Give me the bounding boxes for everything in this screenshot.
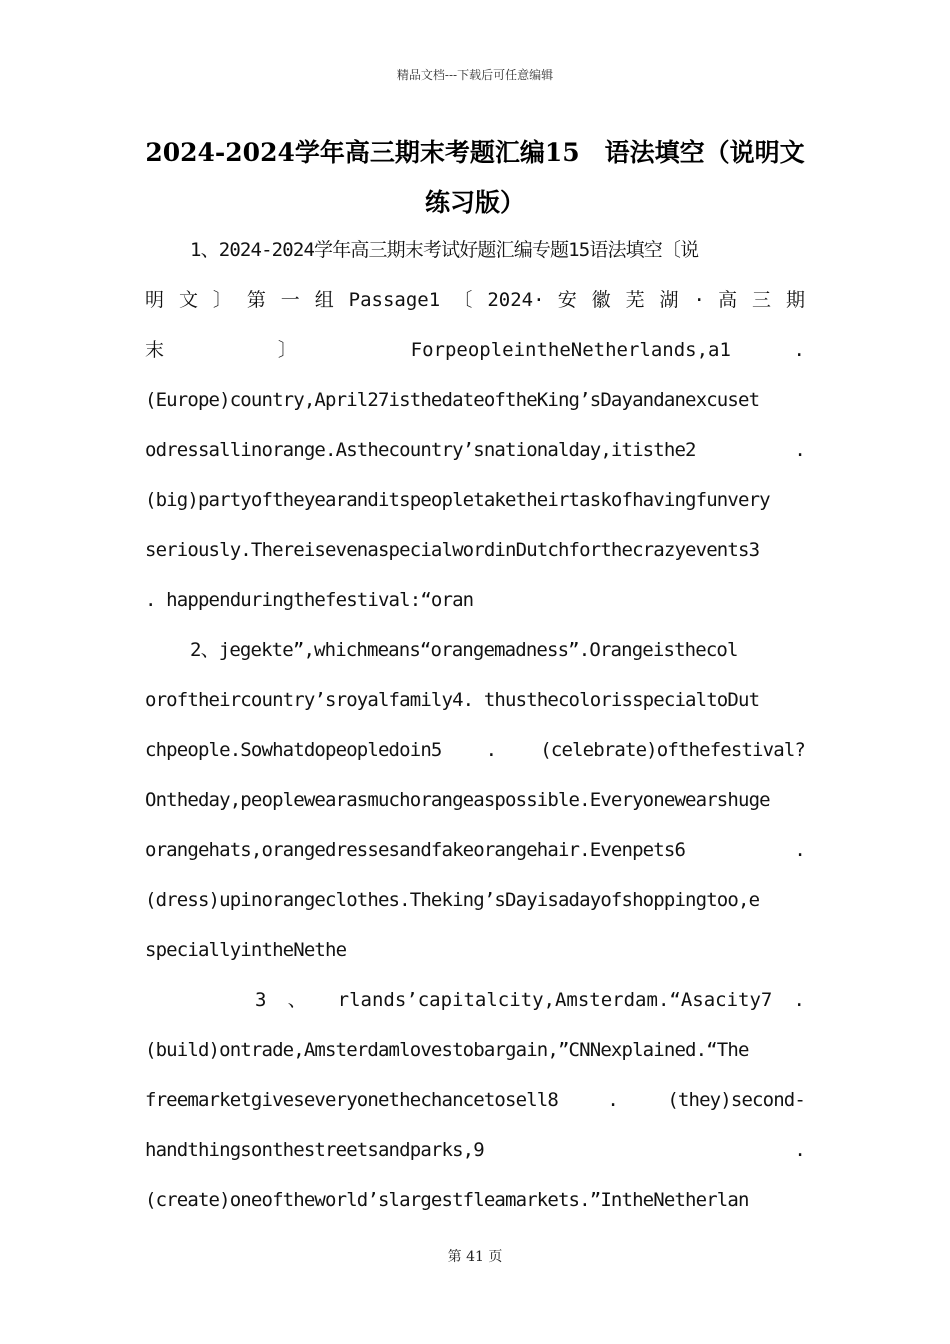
text-line: 1、2024-2024学年高三期末考试好题汇编专题15语法填空〔说	[190, 239, 699, 261]
page-number: 第 41 页	[447, 1249, 503, 1265]
text-line: chpeople.Sowhatdopeopledoin5 . (celebrate)ofthefestival?	[145, 739, 805, 761]
text-line: (create)oneoftheworld’slargestfleamarkets.”IntheNetherlan	[145, 1189, 749, 1211]
text-line: 3 、 rlands’capitalcity,Amsterdam.“Asacity7 .	[255, 989, 805, 1011]
text-line: (build)ontrade,Amsterdamlovestobargain,”CNNexplained.“The	[145, 1039, 749, 1061]
text-line: seriously.ThereisevenaspecialwordinDutchforthecrazyevents3	[145, 539, 760, 561]
text-line: (dress)upinorangeclothes.Theking’sDayisadayofshoppingtoo,e	[145, 889, 760, 911]
text-line: odressallinorange.Asthecountry’snationalday,itisthe2 .	[145, 439, 805, 461]
text-line: 明 文 〕 第 一 组 Passage1 〔 2024· 安 徽 芜 湖 · 高 三 期	[145, 289, 805, 311]
text-line: speciallyintheNethe	[145, 939, 347, 961]
text-line: oroftheircountry’sroyalfamily4. thusthecolorisspecialtoDut	[145, 689, 760, 711]
text-line: handthingsonthestreetsandparks,9 .	[145, 1139, 805, 1161]
text-line: (Europe)country,April27isthedateoftheKing’sDayandanexcuset	[145, 389, 760, 411]
text-line: . happenduringthefestival:“oran	[145, 589, 474, 611]
text-line: 末 〕 ForpeopleintheNetherlands,a1 .	[145, 339, 805, 361]
text-line: Ontheday,peoplewearasmuchorangeaspossible.Everyonewearshuge	[145, 789, 770, 811]
document-title: 2024-2024学年高三期末考题汇编15 语法填空（说明文练习版）	[145, 138, 805, 217]
text-line: (big)partyoftheyearanditspeopletaketheirtaskofhavingfunvery	[145, 489, 770, 511]
page-header: 精品文档---下载后可任意编辑	[396, 68, 554, 82]
text-line: freemarketgiveseveryonethechancetosell8 . (they)second-	[145, 1089, 805, 1111]
text-line: 2、jegekte”,whichmeans“orangemadness”.Orangeisthecol	[190, 639, 738, 661]
text-line: orangehats,orangedressesandfakeorangehair.Evenpets6 .	[145, 839, 805, 861]
